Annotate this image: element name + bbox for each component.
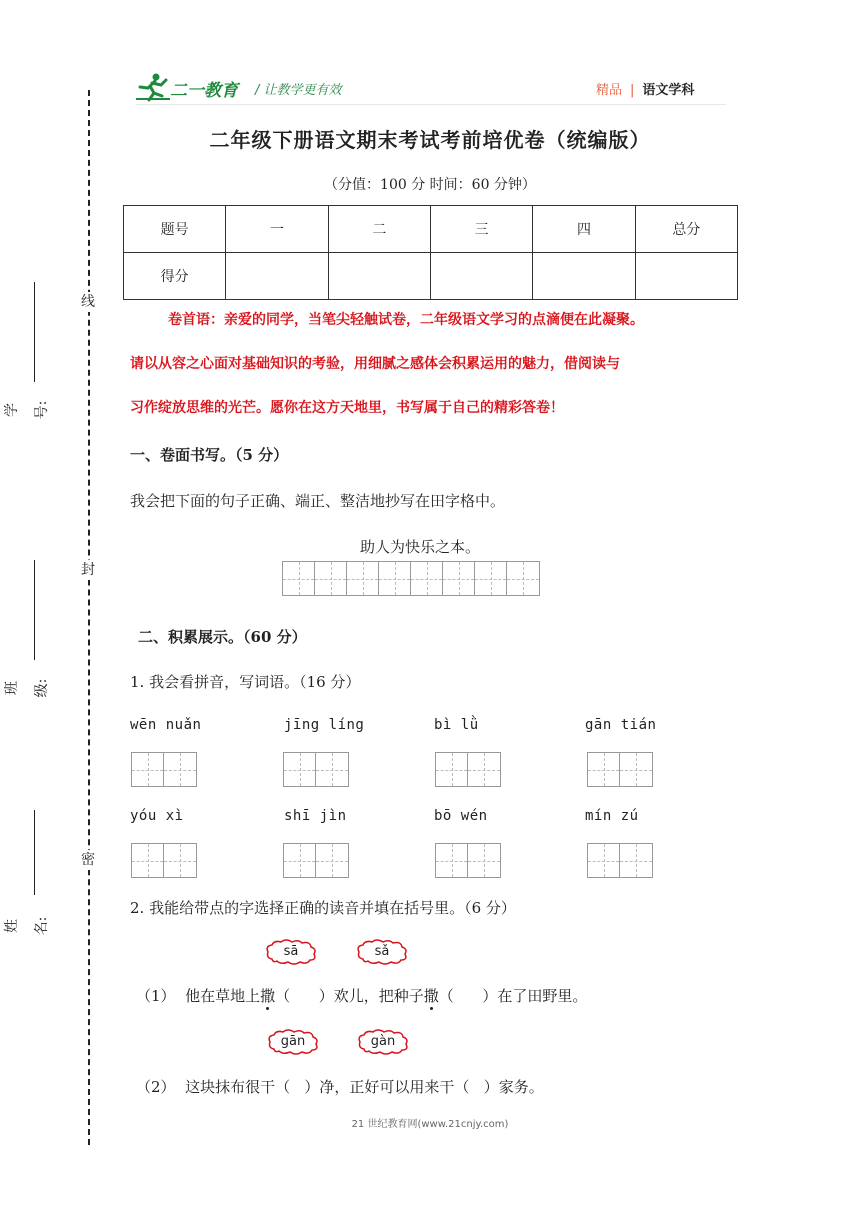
subject-tag: 语文学科 bbox=[642, 83, 695, 98]
score-cell[interactable] bbox=[533, 253, 635, 300]
page-title: 二年级下册语文期末考试考前培优卷（统编版） bbox=[209, 128, 651, 152]
question-2-item-2 bbox=[136, 1076, 544, 1097]
item-text: （ ）在了田野里。 bbox=[438, 987, 588, 1005]
pinyin: bì lǜ bbox=[434, 717, 479, 733]
preface bbox=[130, 298, 734, 430]
footer-source: 21 世纪教育网(www.21cnjy.com) bbox=[351, 1119, 509, 1130]
score-row-label: 得分 bbox=[124, 253, 226, 300]
header-rule bbox=[136, 104, 726, 105]
answer-grid[interactable] bbox=[435, 843, 501, 878]
score-header-cell: 题号 bbox=[124, 206, 226, 253]
copy-writing-grid[interactable] bbox=[282, 561, 540, 596]
pinyin-option: gān bbox=[280, 1034, 306, 1049]
answer-grid[interactable] bbox=[587, 752, 653, 787]
section1-instruction: 我会把下面的句子正确、端正、整洁地抄写在田字格中。 bbox=[130, 492, 506, 510]
brand-name: 二一教育 bbox=[170, 81, 238, 101]
answer-grid[interactable] bbox=[283, 843, 349, 878]
answer-grid[interactable] bbox=[131, 752, 197, 787]
pinyin-option: sā bbox=[283, 944, 299, 959]
pinyin: bō wén bbox=[434, 808, 488, 824]
score-header-cell: 三 bbox=[430, 206, 532, 253]
dotted-char: 撒 bbox=[423, 987, 439, 1005]
pinyin: gān tián bbox=[585, 717, 657, 733]
runner-logo-icon bbox=[136, 72, 172, 102]
section1-heading: 一、卷面书写。（5 分） bbox=[130, 446, 289, 464]
item-number: （2） bbox=[136, 1078, 176, 1096]
pinyin: yóu xì bbox=[130, 808, 184, 824]
copy-sentence: 助人为快乐之本。 bbox=[360, 538, 481, 556]
score-cell[interactable] bbox=[328, 253, 430, 300]
score-header-cell: 四 bbox=[533, 206, 635, 253]
margin-char-xian: 线 bbox=[78, 292, 98, 312]
section2-heading: 二、积累展示。（60 分） bbox=[138, 628, 307, 646]
pinyin: shī jìn bbox=[284, 808, 347, 824]
class-line bbox=[34, 560, 35, 660]
item-text: （ ）欢儿，把种子 bbox=[275, 987, 424, 1005]
score-table bbox=[123, 205, 738, 300]
answer-grid[interactable] bbox=[283, 752, 349, 787]
answer-grid[interactable] bbox=[587, 843, 653, 878]
score-table-row bbox=[124, 253, 738, 300]
score-cell[interactable] bbox=[226, 253, 328, 300]
item-text: 这块抹布很干（ ）净，正好可以用来干（ ）家务。 bbox=[185, 1078, 544, 1096]
margin-char-feng: 封 bbox=[78, 560, 98, 580]
class-label: 班级: bbox=[4, 678, 50, 698]
preface-line: 请以从容之心面对基础知识的考验，用细腻之感体会积累运用的魅力，借阅读与 bbox=[130, 356, 620, 372]
preface-line: 习作绽放思维的光芒。愿你在这方天地里，书写属于自己的精彩答卷！ bbox=[130, 400, 564, 416]
preface-line: 卷首语：亲爱的同学，当笔尖轻触试卷，二年级语文学习的点滴便在此凝聚。 bbox=[168, 312, 644, 328]
question-2-item-1 bbox=[136, 985, 587, 1006]
score-header-cell: 总分 bbox=[635, 206, 737, 253]
dotted-char: 撒 bbox=[260, 987, 276, 1005]
margin-char-mi: 密 bbox=[78, 850, 98, 870]
slogan: / 让教学更有效 bbox=[255, 83, 342, 98]
name-line bbox=[34, 810, 35, 895]
answer-grid[interactable] bbox=[131, 843, 197, 878]
item-number: （1） bbox=[136, 987, 176, 1005]
score-cell[interactable] bbox=[430, 253, 532, 300]
score-table-header-row bbox=[124, 206, 738, 253]
exam-info: （分值：100 分 时间：60 分钟） bbox=[324, 177, 536, 193]
answer-grid[interactable] bbox=[435, 752, 501, 787]
name-label: 姓名: bbox=[4, 916, 50, 936]
pinyin: mín zú bbox=[585, 808, 639, 824]
student-id-line bbox=[34, 282, 35, 382]
binding-dashed-line bbox=[88, 90, 90, 1145]
quality-tag: 精品 bbox=[596, 83, 623, 98]
pinyin-option: sǎ bbox=[374, 944, 390, 959]
score-header-cell: 一 bbox=[226, 206, 328, 253]
item-text: 他在草地上 bbox=[185, 987, 261, 1005]
score-cell[interactable] bbox=[635, 253, 737, 300]
pinyin-option: gàn bbox=[370, 1034, 396, 1049]
pinyin: wēn nuǎn bbox=[130, 717, 202, 733]
pinyin: jīng líng bbox=[284, 717, 365, 733]
question-1: 1. 我会看拼音，写词语。（16 分） bbox=[130, 673, 361, 691]
header-right: 精品 | 语文学科 bbox=[596, 83, 695, 98]
student-id-label: 学号: bbox=[4, 400, 50, 420]
score-header-cell: 二 bbox=[328, 206, 430, 253]
question-2: 2. 我能给带点的字选择正确的读音并填在括号里。（6 分） bbox=[130, 899, 516, 917]
